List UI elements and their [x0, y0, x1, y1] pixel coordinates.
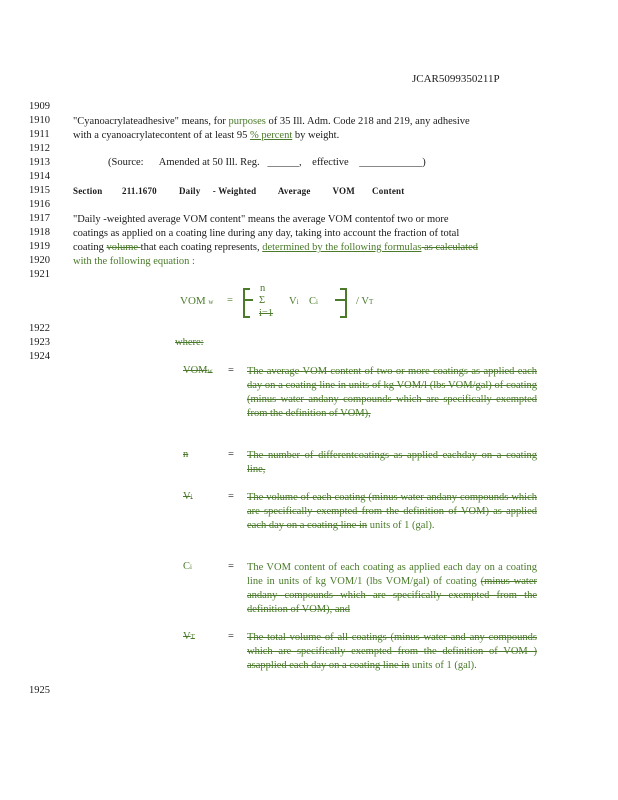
formula-left-bracket	[243, 288, 250, 318]
source-note	[108, 157, 426, 168]
kept-text: units of 1 (gal).	[412, 660, 477, 671]
daily-line: "Daily -weighted average VOM content" means the average VOM contentof two or more	[73, 214, 449, 225]
deleted-text: (minus water andany compounds which are specifically exempted from the definition of VOM), and	[247, 576, 538, 615]
sum-top: n	[260, 283, 266, 294]
sum-symbol: Σ	[259, 295, 266, 306]
line-number: 1910	[29, 115, 50, 126]
cyano-line1: "Cyanoacrylateadhesive" means, for	[73, 116, 229, 127]
def-text: The average VOM content of two or more coatings as applied each day on a coating line in units of kg VOM/l (lbs VOM/gal) of coating (minus water andany compounds which are specifically exempted from the definition of VOM),	[247, 366, 537, 419]
formula-lhs	[180, 295, 213, 307]
line-number: 1919	[29, 241, 50, 252]
line-number: 1917	[29, 213, 50, 224]
def-term: VOMw	[183, 365, 213, 376]
formula-left-bracket-bar	[243, 299, 253, 301]
formula-right-bracket	[340, 288, 347, 318]
source-open: (Source:	[108, 157, 144, 168]
formula-c	[309, 296, 318, 307]
section-label: Section	[73, 186, 103, 196]
daily-definition	[73, 213, 528, 269]
daily-line: coating	[73, 242, 107, 253]
deleted-text: The total volume of all coatings (minus water and any compounds which are specifically exempted from the definition of VOM ) asapplied each day on a coating line in	[247, 632, 537, 671]
formula-right-bracket-bar	[335, 299, 345, 301]
line-number: 1915	[29, 185, 50, 196]
formula-subscript: i	[296, 298, 299, 306]
kept-text: units of 1 (gal).	[369, 520, 435, 531]
inserted-text: purposes	[228, 116, 266, 127]
formula-v	[289, 296, 299, 307]
line-number: 1914	[29, 171, 50, 182]
formula-div: / V	[356, 296, 369, 307]
daily-line: that each coating represents,	[140, 242, 263, 253]
section-number: 211.1670	[122, 186, 157, 196]
formula-c-letter: C	[309, 296, 317, 307]
sum-bottom: i=1	[259, 308, 274, 319]
def-term: Ci	[183, 561, 192, 572]
section-title: Average	[277, 186, 311, 196]
inserted-text: % percent	[249, 130, 293, 141]
line-number: 1916	[29, 199, 50, 210]
def-text	[247, 491, 537, 533]
line-number: 1918	[29, 227, 50, 238]
line-number: 1924	[29, 351, 50, 362]
line-number: 1913	[29, 157, 50, 168]
def-text	[247, 631, 537, 673]
source-effective: effective	[312, 157, 349, 168]
deleted-text: as calculated	[421, 242, 479, 253]
formula-v-letter: V	[289, 296, 297, 307]
document-id: JCAR5099350211P	[412, 73, 500, 85]
cyano-line1-end: of 35 Ill. Adm. Code 218 and 219, any adhesive	[265, 116, 470, 127]
source-blank: ____________)	[359, 157, 426, 168]
deleted-text: volume	[106, 242, 141, 253]
cyano-line2: with a cyanoacrylatecontent of at least 95	[73, 130, 250, 141]
def-term: n	[183, 449, 189, 460]
formula-subscript: T	[368, 298, 374, 306]
cyano-definition	[73, 115, 528, 143]
def-equals: =	[228, 631, 234, 642]
section-title: Content	[372, 186, 405, 196]
inserted-text: determined by the following formulas	[262, 242, 422, 253]
def-text: The number of differentcoatings as applied eachday on a coating line,	[247, 450, 537, 475]
section-title: Daily	[178, 186, 201, 196]
def-equals: =	[228, 491, 234, 502]
line-number: 1923	[29, 337, 50, 348]
formula-vom: VOM	[180, 295, 206, 307]
line-number: 1920	[29, 255, 50, 266]
def-text	[247, 561, 537, 617]
def-term: VT	[183, 631, 195, 642]
deleted-text: The volume of each coating (minus water andany compounds which are specifically exempted from the definition of VOM) as applied each day on a coating line in	[247, 492, 537, 531]
section-title: VOM	[332, 186, 355, 196]
daily-line: with the following equation :	[73, 256, 195, 267]
section-title: - Weighted	[212, 186, 257, 196]
formula-divisor	[356, 296, 373, 307]
section-heading	[73, 186, 404, 196]
formula-subscript: i	[316, 298, 318, 306]
line-number: 1912	[29, 143, 50, 154]
line-number: 1911	[29, 129, 50, 140]
cyano-line2-end: by weight.	[292, 130, 340, 141]
def-equals: =	[228, 561, 234, 572]
formula-subscript: w	[208, 298, 214, 306]
line-number: 1922	[29, 323, 50, 334]
def-term: Vi	[183, 491, 193, 502]
def-equals: =	[228, 449, 234, 460]
line-number: 1921	[29, 269, 50, 280]
line-number: 1925	[29, 685, 50, 696]
source-blank: ______,	[267, 157, 302, 168]
def-equals: =	[228, 365, 234, 376]
kept-text: The VOM content of each coating as applied each day on a coating line in units of kg VOM/1 (lbs VOM/gal) of coating	[247, 562, 537, 587]
where-label: where:	[175, 337, 204, 348]
formula-equals: =	[227, 295, 233, 306]
source-amended: Amended at 50 Ill. Reg.	[158, 157, 260, 168]
daily-line: coatings as applied on a coating line during any day, taking into account the fraction of total	[73, 228, 460, 239]
line-number: 1909	[29, 101, 50, 112]
